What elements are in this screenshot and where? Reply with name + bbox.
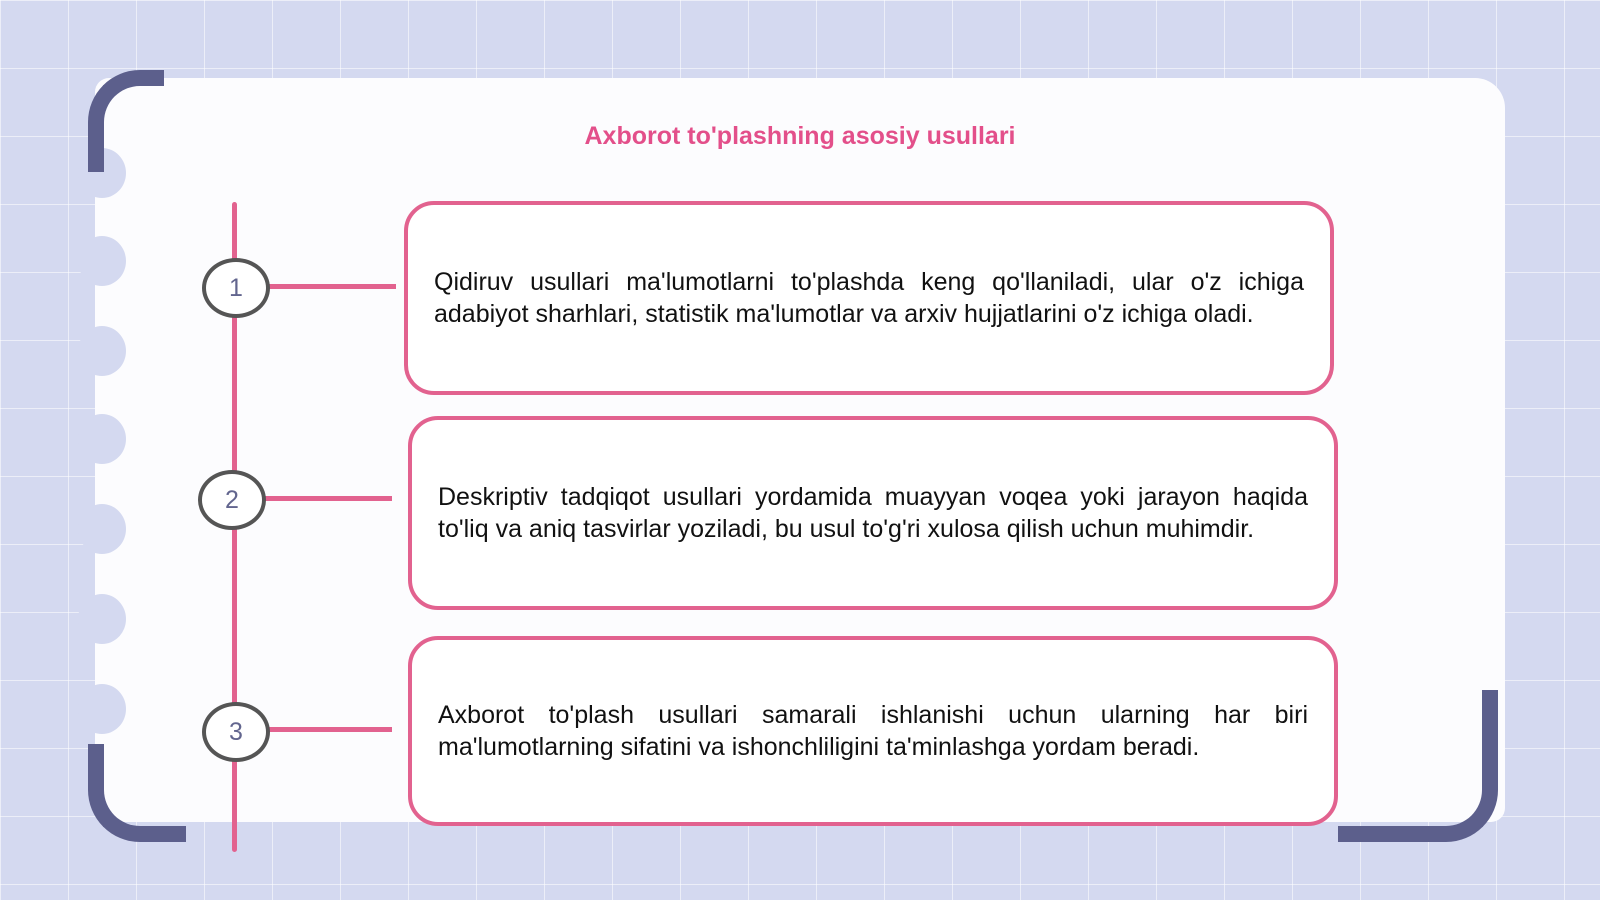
step-3-number: 3 bbox=[202, 702, 270, 762]
card-edge-scallop bbox=[78, 236, 126, 286]
step-2-number: 2 bbox=[198, 470, 266, 530]
corner-bracket-bottom-left bbox=[88, 744, 186, 842]
slide-title: Axborot to'plashning asosiy usullari bbox=[584, 122, 1016, 150]
step-1-text: Qidiruv usullari ma'lumotlarni to'plashda keng qo'llaniladi, ular o'z ichiga adabiyot sharhlari, statistik ma'lumotlar va arxiv hujjatlarini o'z ichiga oladi. bbox=[434, 268, 1304, 328]
card-edge-scallop bbox=[78, 594, 126, 644]
step-3-text: Axborot to'plash usullari samarali ishlanishi uchun ularning har biri ma'lumotlarning sifatini va ishonchliligini ta'minlashga yordam beradi. bbox=[438, 701, 1308, 761]
step-1-number: 1 bbox=[202, 258, 270, 318]
step-2-text: Deskriptiv tadqiqot usullari yordamida muayyan voqea yoki jarayon haqida to'liq va aniq tasvirlar yoziladi, bu usul to'g'ri xulosa qilish uchun muhimdir. bbox=[438, 483, 1308, 543]
card-edge-scallop bbox=[78, 414, 126, 464]
step-1-box bbox=[404, 201, 1334, 395]
step-3-box bbox=[408, 636, 1338, 826]
corner-bracket-bottom-right bbox=[1338, 690, 1498, 842]
step-3-connector bbox=[266, 727, 392, 732]
step-2-box bbox=[408, 416, 1338, 610]
step-2-connector bbox=[262, 496, 392, 501]
step-1-connector bbox=[266, 284, 396, 289]
card-edge-scallop bbox=[78, 504, 126, 554]
card-edge-scallop bbox=[78, 326, 126, 376]
card-edge-scallop bbox=[78, 684, 126, 734]
